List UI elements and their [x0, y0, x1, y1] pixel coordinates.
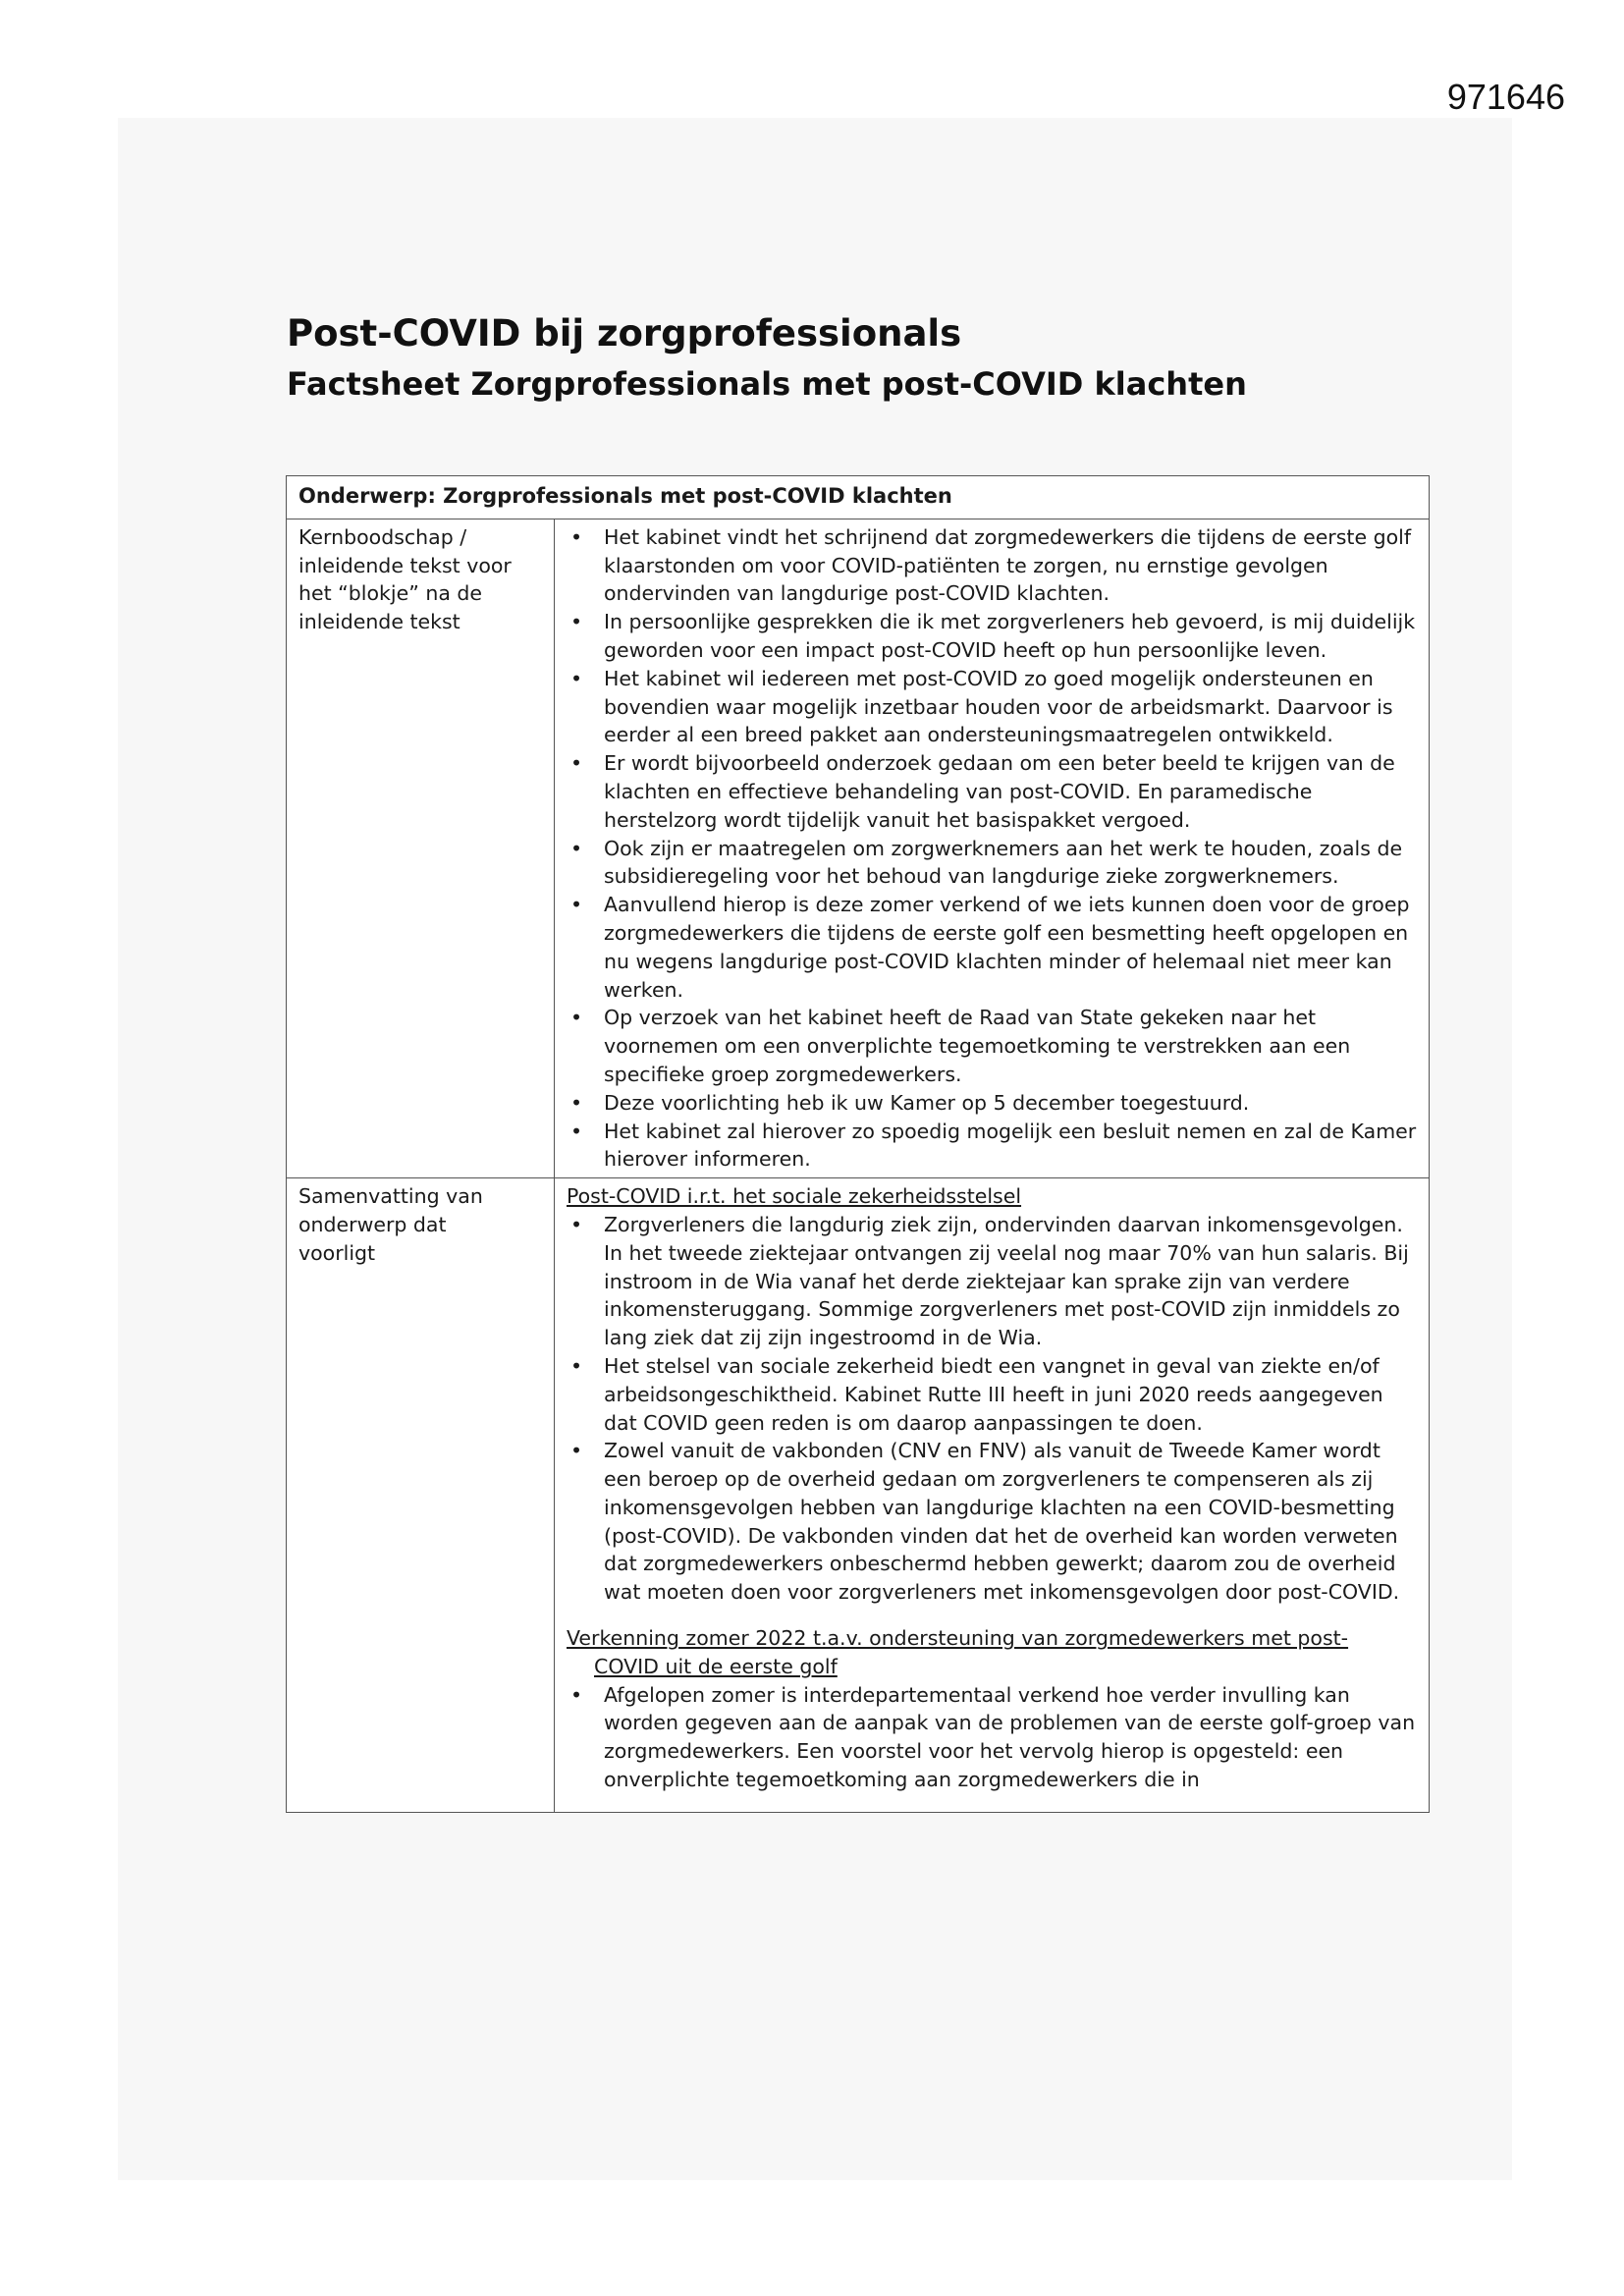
row-label-text: Samenvatting van onderwerp dat voorligt	[298, 1184, 483, 1265]
document-title: Post-COVID bij zorgprofessionals	[287, 312, 962, 355]
row-label-samenvatting	[287, 1178, 555, 1813]
list-item: • Zowel vanuit de vakbonden (CNV en FNV) als vanuit de Tweede Kamer wordt een beroep op de overheid gedaan om zorgverleners te compenseren als zij inkomensgevolgen hebben van langdurige klachten na een COVID-besmetting (post-COVID). De vakbonden vinden dat het de overheid kan worden verweten dat zorgmedewerkers onbeschermd hebben gewerkt; daarom zou de overheid wat moeten doen voor zorgverleners met inkomensgevolgen door post-COVID.	[604, 1437, 1419, 1607]
row-content-kernboodschap	[555, 519, 1430, 1177]
section-heading-continuation: COVID uit de eerste golf	[594, 1654, 838, 1678]
document-id: 971646	[1446, 77, 1565, 117]
list-item: • Op verzoek van het kabinet heeft de Raad van State gekeken naar het voornemen om een onverplichte tegemoetkoming te verstrekken aan een specifieke groep zorgmedewerkers.	[604, 1004, 1419, 1088]
section-heading: Verkenning zomer 2022 t.a.v. ondersteuning van zorgmedewerkers met post-	[567, 1626, 1349, 1651]
table-header-row	[287, 476, 1430, 519]
table-row	[287, 519, 1430, 1177]
list-item: • In persoonlijke gesprekken die ik met zorgverleners heb gevoerd, is mij duidelijk geworden voor een impact post-COVID heeft op hun persoonlijke leven.	[604, 608, 1419, 665]
bullet-list	[567, 523, 1419, 1174]
list-item: • Het kabinet zal hierover zo spoedig mogelijk een besluit nemen en zal de Kamer hierover informeren.	[604, 1118, 1419, 1175]
factsheet-table	[286, 475, 1430, 1813]
spacer	[567, 1607, 1419, 1624]
list-item: • Aanvullend hierop is deze zomer verkend of we iets kunnen doen voor de groep zorgmedewerkers die tijdens de eerste golf een besmetting heeft opgelopen en nu wegens langdurige post-COVID klachten minder of helemaal niet meer kan werken.	[604, 891, 1419, 1004]
list-item: • Het kabinet vindt het schrijnend dat zorgmedewerkers die tijdens de eerste golf klaarstonden om voor COVID-patiënten te zorgen, nu ernstige gevolgen ondervinden van langdurige post-COVID klachten.	[604, 523, 1419, 608]
list-item: • Het stelsel van sociale zekerheid biedt een vangnet in geval van ziekte en/of arbeidsongeschiktheid. Kabinet Rutte III heeft in juni 2020 reeds aangegeven dat COVID geen reden is om daarop aanpassingen te doen.	[604, 1352, 1419, 1437]
row-content-samenvatting	[555, 1178, 1430, 1813]
section-heading: Post-COVID i.r.t. het sociale zekerheidsstelsel	[567, 1184, 1022, 1209]
list-item: • Het kabinet wil iedereen met post-COVID zo goed mogelijk ondersteunen en bovendien waar mogelijk inzetbaar houden voor de arbeidsmarkt. Daarvoor is eerder al een breed pakket aan ondersteuningsmaatregelen ontwikkeld.	[604, 665, 1419, 749]
table-header: Onderwerp: Zorgprofessionals met post-COVID klachten	[287, 476, 1430, 519]
list-item: • Ook zijn er maatregelen om zorgwerknemers aan het werk te houden, zoals de subsidieregeling voor het behoud van langdurige zieke zorgwerknemers.	[604, 835, 1419, 892]
list-item: • Deze voorlichting heb ik uw Kamer op 5 december toegestuurd.	[604, 1089, 1419, 1118]
list-item: • Afgelopen zomer is interdepartementaal verkend hoe verder invulling kan worden gegeven aan de aanpak van de problemen van de eerste golf-groep van zorgmedewerkers. Een voorstel voor het vervolg hierop is opgesteld: een onverplichte tegemoetkoming aan zorgmedewerkers die in	[604, 1681, 1419, 1794]
bullet-list	[567, 1681, 1419, 1794]
table-row	[287, 1178, 1430, 1813]
bullet-list	[567, 1211, 1419, 1607]
list-item: • Er wordt bijvoorbeeld onderzoek gedaan om een beter beeld te krijgen van de klachten en effectieve behandeling van post-COVID. En paramedische herstelzorg wordt tijdelijk vanuit het basispakket vergoed.	[604, 749, 1419, 834]
row-label-text: Kernboodschap / inleidende tekst voor het “blokje” na de inleidende tekst	[298, 524, 512, 634]
list-item: • Zorgverleners die langdurig ziek zijn, ondervinden daarvan inkomensgevolgen. In het tweede ziektejaar ontvangen zij veelal nog maar 70% van hun salaris. Bij instroom in de Wia vanaf het derde ziektejaar kan sprake zijn van verdere inkomensteruggang. Sommige zorgverleners met post-COVID zijn inmiddels zo lang ziek dat zij zijn ingestroomd in de Wia.	[604, 1211, 1419, 1352]
row-label-kernboodschap	[287, 519, 555, 1177]
document-subtitle: Factsheet Zorgprofessionals met post-COVID klachten	[287, 365, 1247, 403]
